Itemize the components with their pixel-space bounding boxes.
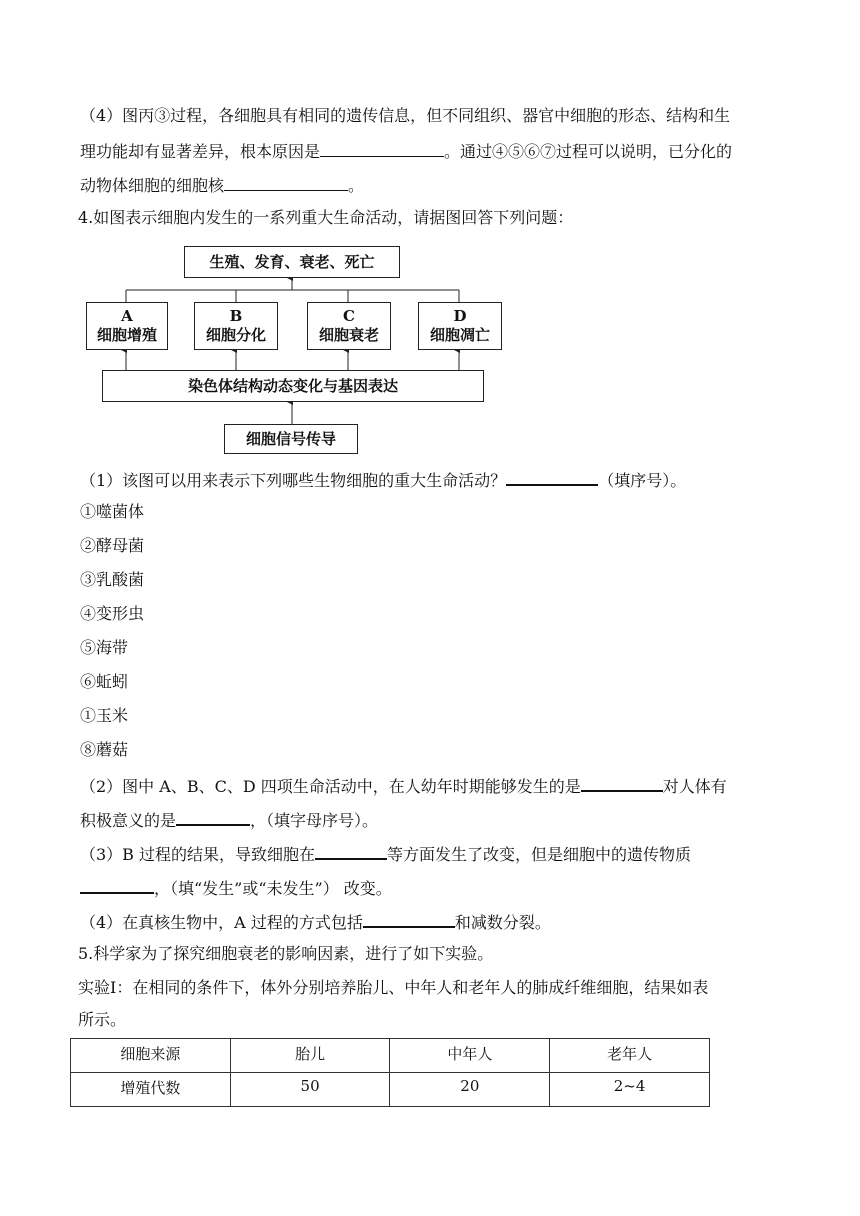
q3-4-line1: （4）图丙③过程，各细胞具有相同的遗传信息，但不同组织、器官中细胞的形态、结构和生 [80,106,731,125]
answer-blank[interactable] [315,840,387,860]
box-d-label: 细胞凋亡 [429,326,490,344]
answer-blank[interactable] [581,772,663,792]
q4-text: （3）B 过程的结果，导致细胞在 [80,845,316,864]
table-cell: 20 [390,1073,550,1107]
option-6: ⑥蚯蚓 [80,672,129,691]
table-cell: 50 [230,1073,390,1107]
q4-text: 和减数分裂。 [454,913,551,932]
table-cell: 细胞来源 [71,1039,231,1073]
q4-text: （2）图中 A、B、C、D 四项生命活动中，在人幼年时期能够发生的是 [80,777,581,796]
q4-text: 等方面发生了改变，但是细胞中的遗传物质 [387,845,692,864]
option-5: ⑤海带 [80,638,129,657]
option-8: ⑧蘑菇 [80,740,129,759]
option-3: ③乳酸菌 [80,570,145,589]
q3-4-line2 [80,138,732,164]
chromosome-gene-box: 染色体结构动态变化与基因表达 [102,370,484,402]
q5-exp1-line1: 实验Ⅰ：在相同的条件下，体外分别培养胎儿、中年人和老年人的肺成纤维细胞，结果如表 [78,978,709,997]
option-2: ②酵母菌 [80,536,145,555]
box-c [307,302,391,350]
table-cell: 中年人 [390,1039,550,1073]
box-a [86,302,168,350]
q3-4-text: 理功能却有显著差异，根本原因是 [80,142,321,161]
table-cell: 2~4 [550,1073,710,1107]
q4-text: （填序号）。 [598,471,687,490]
q5-exp1-line2: 所示。 [78,1010,127,1029]
answer-blank[interactable] [176,806,250,826]
box-b-letter: B [229,307,243,325]
q3-4-text: 。通过④⑤⑥⑦过程可以说明，已分化的 [444,142,733,161]
answer-blank[interactable] [363,908,455,928]
q4-sub3-line1 [80,840,691,867]
signal-box: 细胞信号传导 [224,424,358,454]
q4-sub4 [80,908,551,935]
table-cell: 胎儿 [230,1039,390,1073]
option-4: ④变形虫 [80,604,145,623]
box-d-letter: D [453,307,467,325]
box-b [194,302,278,350]
table-header-row [71,1039,710,1073]
cell-proliferation-table [70,1038,710,1107]
box-b-label: 细胞分化 [205,326,266,344]
q4-title: 4.如图表示细胞内发生的一系列重大生命活动，请据图回答下列问题： [78,208,574,227]
table-cell: 增殖代数 [71,1073,231,1107]
outcome-box: 生殖、发育、衰老、死亡 [184,246,400,278]
q4-text: （4）在真核生物中，A 过程的方式包括 [80,913,363,932]
option-7: ①玉米 [80,706,129,725]
option-1: ①噬菌体 [80,502,145,521]
box-a-letter: A [121,307,133,325]
q5-title: 5.科学家为了探究细胞衰老的影响因素，进行了如下实验。 [78,944,494,963]
box-c-label: 细胞衰老 [318,326,379,344]
q4-sub2-line1 [80,772,727,799]
q3-4-text: 。 [348,176,365,195]
q4-sub3-line2 [80,874,392,901]
box-a-label: 细胞增殖 [96,326,157,344]
answer-blank[interactable] [224,172,348,191]
q4-text: 积极意义的是 [80,811,177,830]
q3-4-text: 动物体细胞的细胞核 [80,176,225,195]
q4-text: 对人体有 [662,777,727,796]
q4-text: （1）该图可以用来表示下列哪些生物细胞的重大生命活动？ [80,471,507,490]
table-cell: 老年人 [550,1039,710,1073]
q4-sub1 [80,466,686,493]
box-d [418,302,502,350]
answer-blank[interactable] [506,466,598,486]
q4-sub2-line2 [80,806,378,833]
cell-activity-diagram [86,242,490,454]
q3-4-line3 [80,172,364,198]
q4-text: ，（填字母序号）。 [250,811,379,830]
answer-blank[interactable] [80,874,154,894]
answer-blank[interactable] [320,138,444,157]
q4-text: ，（填“发生”或“未发生”） 改变。 [154,879,392,898]
box-c-letter: C [343,307,355,325]
table-row [71,1073,710,1107]
